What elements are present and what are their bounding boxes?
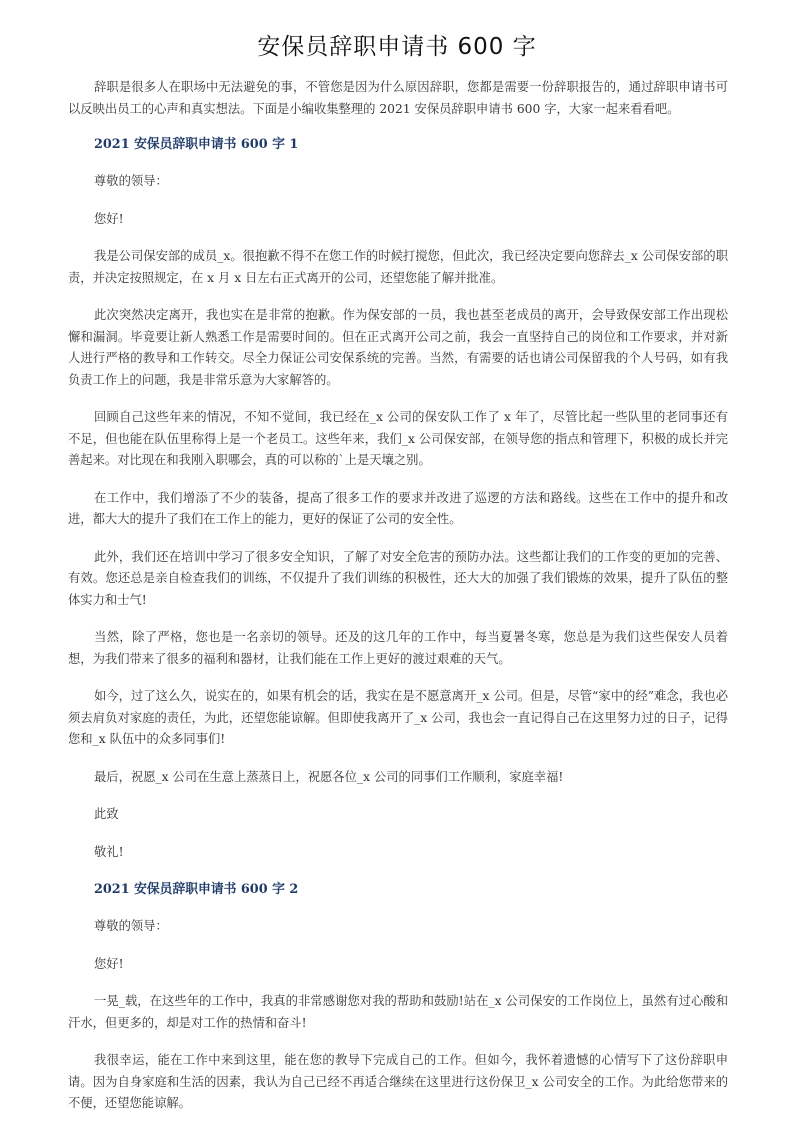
body-paragraph: 最后，祝愿_x 公司在生意上蒸蒸日上，祝愿各位_x 公司的同事们工作顺利，家庭幸福! [94,769,564,784]
body-paragraph: 此次突然决定离开，我也实在是非常的抱歉。作为保安部的一员，我也甚至老成员的离开，会导致保安部工作出现松懈和漏洞。毕竟要让新人熟悉工作是需要时间的。但在正式离开公司之前，我会一直坚持自己的岗位和工作要求，并对新人进行严格的教导和工作转交。尽全力保证公司安保系统的完善。当然，有需要的话也请公司保留我的个人号码，如有我负责工作上的问题，我是非常乐意为大家解答的。 [68,308,728,387]
body-paragraph: 一晃_载，在这些年的工作中，我真的非常感谢您对我的帮助和鼓励!站在_x 公司保安的工作岗位上，虽然有过心酸和汗水，但更多的，却是对工作的热情和奋斗! [68,994,728,1030]
body-paragraph: 我很幸运，能在工作中来到这里，能在您的教导下完成自己的工作。但如今，我怀着遗憾的心情写下了这份辞职申请。因为自身家庭和生活的因素，我认为自己已经不再适合继续在这里进行这份保卫_x 公司安全的工作。为此给您带来的不便，还望您能谅解。 [68,1053,728,1110]
body-paragraph: 回顾自己这些年来的情况，不知不觉间，我已经在_x 公司的保安队工作了 x 年了，尽管比起一些队里的老同事还有不足，但也能在队伍里称得上是一个老员工。这些年来，我们_x 公司保安部，在领导您的指点和管理下，积极的成长并完善起来。对比现在和我刚入职哪会，真的可以称的`上是天壤之别。 [68,410,728,467]
intro-paragraph: 辞职是很多人在职场中无法避免的事，不管您是因为什么原因辞职，您都是需要一份辞职报告的，通过辞职申请书可以反映出员工的心声和真实想法。下面是小编收集整理的 2021 安保员辞职申请书 600 字，大家一起来看看吧。 [68,80,728,116]
section-1-heading: 2021 安保员辞职申请书 600 字 1 [94,137,299,152]
closing-salute: 敬礼! [94,844,124,859]
greeting: 您好! [94,211,124,226]
body-paragraph: 当然，除了严格，您也是一名亲切的领导。还及的这几年的工作中，每当夏暑冬寒，您总是为我们这些保安人员着想，为我们带来了很多的福利和器材，让我们能在工作上更好的渡过艰难的天气。 [68,630,728,666]
body-paragraph: 此外，我们还在培训中学习了很多安全知识，了解了对安全危害的预防办法。这些都让我们的工作变的更加的完善、有效。您还总是亲自检查我们的训练，不仅提升了我们训练的积极性，还大大的加强了我们锻炼的效果，提升了队伍的整体实力和士气! [68,549,728,607]
section-2-heading: 2021 安保员辞职申请书 600 字 2 [94,882,299,897]
greeting: 您好! [94,956,124,971]
body-paragraph: 在工作中，我们增添了不少的装备，提高了很多工作的要求并改进了巡逻的方法和路线。这些在工作中的提升和改进，都大大的提升了我们在工作上的能力，更好的保证了公司的安全性。 [68,490,728,526]
document-title: 安保员辞职申请书 600 字 [257,34,537,60]
salutation: 尊敬的领导： [94,919,168,933]
document-body [68,77,728,1131]
closing-line: 此致 [94,807,119,821]
salutation: 尊敬的领导： [94,174,168,188]
body-paragraph: 如今，过了这么久，说实在的，如果有机会的话，我实在是不愿意离开_x 公司。但是，尽管“家中的经”难念，我也必须去肩负对家庭的责任，为此，还望您能谅解。但即使我离开了_x 公司，我也会一直记得自己在这里努力过的日子，记得您和_x 队伍中的众多同事们! [68,689,728,746]
body-paragraph: 我是公司保安部的成员_x。很抱歉不得不在您工作的时候打搅您，但此次，我已经决定要向您辞去_x 公司保安部的职责，并决定按照规定，在 x 月 x 日左右正式离开的公司，还望您能了解并批准。 [68,249,728,285]
